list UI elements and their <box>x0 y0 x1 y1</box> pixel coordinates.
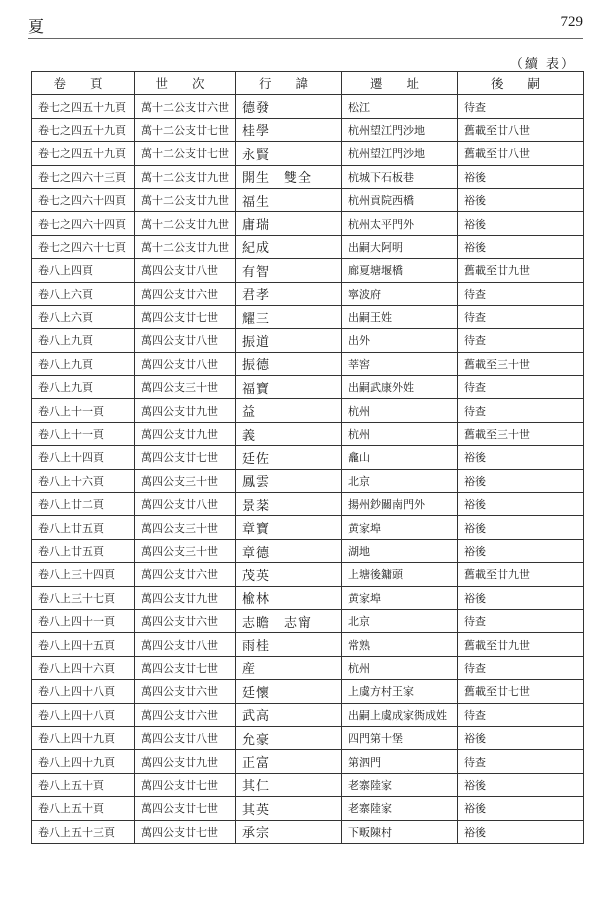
cell-volume-page: 卷八上十六頁 <box>32 469 135 492</box>
cell-descendants: 裕後 <box>458 539 584 562</box>
cell-name: 桂學 <box>236 118 342 141</box>
continuation-label: （續 表） <box>509 57 576 72</box>
table-row <box>32 586 584 609</box>
cell-descendants: 裕後 <box>458 797 584 820</box>
table-row <box>32 820 584 843</box>
cell-volume-page: 卷八上廿五頁 <box>32 539 135 562</box>
column-header-name: 行 諱 <box>236 72 342 95</box>
cell-generation: 萬十二公支廿六世 <box>135 95 236 118</box>
cell-volume-page: 卷八上四十六頁 <box>32 656 135 679</box>
cell-volume-page: 卷八上四十一頁 <box>32 609 135 632</box>
cell-generation: 萬四公支廿八世 <box>135 726 236 749</box>
cell-descendants: 裕後 <box>458 493 584 516</box>
cell-volume-page: 卷八上十一頁 <box>32 399 135 422</box>
cell-name: 鳳雲 <box>236 469 342 492</box>
cell-descendants: 裕後 <box>458 726 584 749</box>
column-header-migration-address: 遷 址 <box>342 72 458 95</box>
cell-name: 有智 <box>236 259 342 282</box>
cell-name: 章德 <box>236 539 342 562</box>
cell-generation: 萬四公支廿七世 <box>135 656 236 679</box>
cell-migration-address: 下畈陳村 <box>342 820 458 843</box>
cell-generation: 萬四公支廿七世 <box>135 820 236 843</box>
genealogy-table <box>31 71 584 844</box>
cell-generation: 萬四公支廿八世 <box>135 633 236 656</box>
cell-volume-page: 卷八上三十七頁 <box>32 586 135 609</box>
header-rule <box>28 38 583 39</box>
table-row <box>32 680 584 703</box>
cell-generation: 萬四公支廿六世 <box>135 703 236 726</box>
cell-migration-address: 北京 <box>342 609 458 632</box>
table-row <box>32 376 584 399</box>
cell-generation: 萬四公支廿六世 <box>135 282 236 305</box>
cell-migration-address: 黄家埠 <box>342 516 458 539</box>
table-row <box>32 469 584 492</box>
table-row <box>32 422 584 445</box>
cell-name: 廷佐 <box>236 446 342 469</box>
table-header-row <box>32 72 584 95</box>
cell-name: 承宗 <box>236 820 342 843</box>
cell-migration-address: 四門第十堡 <box>342 726 458 749</box>
column-header-volume-page: 卷 頁 <box>32 72 135 95</box>
cell-generation: 萬四公支廿六世 <box>135 563 236 586</box>
cell-generation: 萬四公支廿九世 <box>135 586 236 609</box>
cell-migration-address: 上塘後鏞頭 <box>342 563 458 586</box>
table-row <box>32 235 584 258</box>
cell-descendants: 待查 <box>458 282 584 305</box>
table-row <box>32 609 584 632</box>
cell-migration-address: 出外 <box>342 329 458 352</box>
cell-descendants: 待查 <box>458 399 584 422</box>
cell-migration-address: 北京 <box>342 469 458 492</box>
cell-descendants: 待查 <box>458 656 584 679</box>
cell-migration-address: 老寨陸家 <box>342 773 458 796</box>
cell-volume-page: 卷八上四十五頁 <box>32 633 135 656</box>
column-header-descendants: 後 嗣 <box>458 72 584 95</box>
cell-generation: 萬十二公支廿九世 <box>135 235 236 258</box>
cell-volume-page: 卷八上九頁 <box>32 376 135 399</box>
cell-volume-page: 卷七之四五十九頁 <box>32 118 135 141</box>
cell-name: 章寶 <box>236 516 342 539</box>
cell-descendants: 待查 <box>458 95 584 118</box>
cell-name: 景棻 <box>236 493 342 516</box>
cell-migration-address: 湖地 <box>342 539 458 562</box>
cell-migration-address: 出嗣上虞成家衖成姓 <box>342 703 458 726</box>
cell-migration-address: 龕山 <box>342 446 458 469</box>
cell-name: 德發 <box>236 95 342 118</box>
table-row <box>32 563 584 586</box>
cell-volume-page: 卷八上九頁 <box>32 352 135 375</box>
cell-migration-address: 松江 <box>342 95 458 118</box>
cell-name: 廷懷 <box>236 680 342 703</box>
page-number: 729 <box>560 14 583 30</box>
cell-volume-page: 卷七之四六十四頁 <box>32 212 135 235</box>
cell-descendants: 舊載至廿九世 <box>458 563 584 586</box>
table-row <box>32 539 584 562</box>
table-row <box>32 352 584 375</box>
cell-generation: 萬四公支廿七世 <box>135 446 236 469</box>
cell-name: 耀三 <box>236 305 342 328</box>
cell-name: 庸瑞 <box>236 212 342 235</box>
cell-name: 開生 雙全 <box>236 165 342 188</box>
cell-volume-page: 卷八上十一頁 <box>32 422 135 445</box>
cell-name: 福寶 <box>236 376 342 399</box>
table-row <box>32 282 584 305</box>
table-row <box>32 773 584 796</box>
cell-generation: 萬四公支三十世 <box>135 469 236 492</box>
cell-migration-address: 第泗門 <box>342 750 458 773</box>
table-row <box>32 656 584 679</box>
cell-volume-page: 卷七之四六十四頁 <box>32 188 135 211</box>
cell-volume-page: 卷八上六頁 <box>32 305 135 328</box>
cell-descendants: 裕後 <box>458 820 584 843</box>
cell-volume-page: 卷八上五十頁 <box>32 797 135 820</box>
cell-volume-page: 卷八上五十頁 <box>32 773 135 796</box>
cell-generation: 萬四公支廿八世 <box>135 259 236 282</box>
cell-descendants: 舊載至三十世 <box>458 422 584 445</box>
cell-generation: 萬四公支廿八世 <box>135 329 236 352</box>
cell-generation: 萬四公支廿六世 <box>135 680 236 703</box>
cell-generation: 萬四公支廿九世 <box>135 399 236 422</box>
cell-name: 其仁 <box>236 773 342 796</box>
cell-descendants: 舊載至廿八世 <box>458 142 584 165</box>
page-header <box>28 10 583 38</box>
cell-name: 雨桂 <box>236 633 342 656</box>
column-header-generation: 世 次 <box>135 72 236 95</box>
cell-volume-page: 卷七之四六十七頁 <box>32 235 135 258</box>
cell-descendants: 舊載至廿八世 <box>458 118 584 141</box>
cell-volume-page: 卷八上四十八頁 <box>32 703 135 726</box>
cell-descendants: 待查 <box>458 609 584 632</box>
cell-volume-page: 卷八上廿二頁 <box>32 493 135 516</box>
table-row <box>32 516 584 539</box>
cell-name: 其英 <box>236 797 342 820</box>
cell-migration-address: 上虞方村王家 <box>342 680 458 703</box>
table-row <box>32 142 584 165</box>
cell-migration-address: 杭州貢院西橋 <box>342 188 458 211</box>
cell-descendants: 裕後 <box>458 446 584 469</box>
cell-migration-address: 出嗣大阿明 <box>342 235 458 258</box>
cell-name: 允豪 <box>236 726 342 749</box>
cell-migration-address: 寧波府 <box>342 282 458 305</box>
cell-descendants: 裕後 <box>458 773 584 796</box>
cell-descendants: 裕後 <box>458 516 584 539</box>
cell-descendants: 裕後 <box>458 212 584 235</box>
table-row <box>32 305 584 328</box>
cell-generation: 萬四公支廿八世 <box>135 352 236 375</box>
cell-generation: 萬四公支三十世 <box>135 539 236 562</box>
cell-generation: 萬四公支廿八世 <box>135 493 236 516</box>
cell-name: 益 <box>236 399 342 422</box>
table-row <box>32 95 584 118</box>
cell-migration-address: 杭州 <box>342 656 458 679</box>
cell-volume-page: 卷八上三十四頁 <box>32 563 135 586</box>
cell-volume-page: 卷八上十四頁 <box>32 446 135 469</box>
cell-generation: 萬四公支廿九世 <box>135 750 236 773</box>
cell-volume-page: 卷八上六頁 <box>32 282 135 305</box>
cell-volume-page: 卷八上五十三頁 <box>32 820 135 843</box>
cell-generation: 萬十二公支廿九世 <box>135 212 236 235</box>
table-row <box>32 703 584 726</box>
cell-migration-address: 杭州 <box>342 422 458 445</box>
cell-volume-page: 卷八上四十八頁 <box>32 680 135 703</box>
cell-volume-page: 卷八上廿五頁 <box>32 516 135 539</box>
cell-name: 永賢 <box>236 142 342 165</box>
cell-migration-address: 杭州望江門沙地 <box>342 142 458 165</box>
table-row <box>32 329 584 352</box>
cell-migration-address: 杭州望江門沙地 <box>342 118 458 141</box>
table-row <box>32 633 584 656</box>
table-row <box>32 188 584 211</box>
cell-name: 正富 <box>236 750 342 773</box>
cell-descendants: 裕後 <box>458 469 584 492</box>
cell-volume-page: 卷七之四五十九頁 <box>32 95 135 118</box>
cell-migration-address: 揚州鈔關南門外 <box>342 493 458 516</box>
cell-generation: 萬四公支三十世 <box>135 376 236 399</box>
cell-name: 義 <box>236 422 342 445</box>
cell-migration-address: 出嗣武康外姓 <box>342 376 458 399</box>
cell-generation: 萬十二公支廿七世 <box>135 142 236 165</box>
surname-heading: 夏 <box>28 17 45 36</box>
cell-volume-page: 卷八上四頁 <box>32 259 135 282</box>
table-row <box>32 797 584 820</box>
table-row <box>32 399 584 422</box>
cell-name: 産 <box>236 656 342 679</box>
cell-generation: 萬四公支三十世 <box>135 516 236 539</box>
cell-migration-address: 廊夏塘堰橋 <box>342 259 458 282</box>
table-row <box>32 493 584 516</box>
table-row <box>32 165 584 188</box>
cell-generation: 萬十二公支廿九世 <box>135 165 236 188</box>
cell-name: 振道 <box>236 329 342 352</box>
cell-descendants: 舊載至三十世 <box>458 352 584 375</box>
cell-name: 紀成 <box>236 235 342 258</box>
cell-descendants: 待查 <box>458 329 584 352</box>
cell-migration-address: 黄家埠 <box>342 586 458 609</box>
cell-migration-address: 杭州 <box>342 399 458 422</box>
cell-descendants: 待查 <box>458 376 584 399</box>
cell-migration-address: 杭城下石板巷 <box>342 165 458 188</box>
cell-name: 楡林 <box>236 586 342 609</box>
cell-descendants: 待查 <box>458 305 584 328</box>
cell-descendants: 待查 <box>458 750 584 773</box>
cell-descendants: 裕後 <box>458 165 584 188</box>
cell-descendants: 舊載至廿九世 <box>458 633 584 656</box>
cell-generation: 萬十二公支廿九世 <box>135 188 236 211</box>
cell-generation: 萬四公支廿九世 <box>135 422 236 445</box>
cell-name: 茂英 <box>236 563 342 586</box>
cell-migration-address: 老寨陸家 <box>342 797 458 820</box>
table-row <box>32 259 584 282</box>
cell-name: 武高 <box>236 703 342 726</box>
cell-descendants: 待查 <box>458 703 584 726</box>
cell-generation: 萬四公支廿七世 <box>135 305 236 328</box>
cell-generation: 萬四公支廿七世 <box>135 773 236 796</box>
cell-descendants: 舊載至廿九世 <box>458 259 584 282</box>
cell-generation: 萬十二公支廿七世 <box>135 118 236 141</box>
cell-name: 志瞻 志甯 <box>236 609 342 632</box>
cell-volume-page: 卷八上四十九頁 <box>32 750 135 773</box>
cell-name: 振德 <box>236 352 342 375</box>
cell-migration-address: 常熟 <box>342 633 458 656</box>
cell-volume-page: 卷八上九頁 <box>32 329 135 352</box>
cell-migration-address: 出嗣王姓 <box>342 305 458 328</box>
cell-generation: 萬四公支廿六世 <box>135 609 236 632</box>
cell-generation: 萬四公支廿七世 <box>135 797 236 820</box>
table-row <box>32 446 584 469</box>
table-row <box>32 726 584 749</box>
cell-migration-address: 莘窖 <box>342 352 458 375</box>
cell-descendants: 裕後 <box>458 586 584 609</box>
cell-volume-page: 卷七之四五十九頁 <box>32 142 135 165</box>
cell-name: 福生 <box>236 188 342 211</box>
cell-volume-page: 卷七之四六十三頁 <box>32 165 135 188</box>
cell-volume-page: 卷八上四十九頁 <box>32 726 135 749</box>
table-row <box>32 750 584 773</box>
cell-name: 君孝 <box>236 282 342 305</box>
table-row <box>32 118 584 141</box>
table-body <box>32 95 584 844</box>
cell-descendants: 裕後 <box>458 188 584 211</box>
cell-descendants: 裕後 <box>458 235 584 258</box>
table-row <box>32 212 584 235</box>
cell-migration-address: 杭州太平門外 <box>342 212 458 235</box>
cell-descendants: 舊載至廿七世 <box>458 680 584 703</box>
